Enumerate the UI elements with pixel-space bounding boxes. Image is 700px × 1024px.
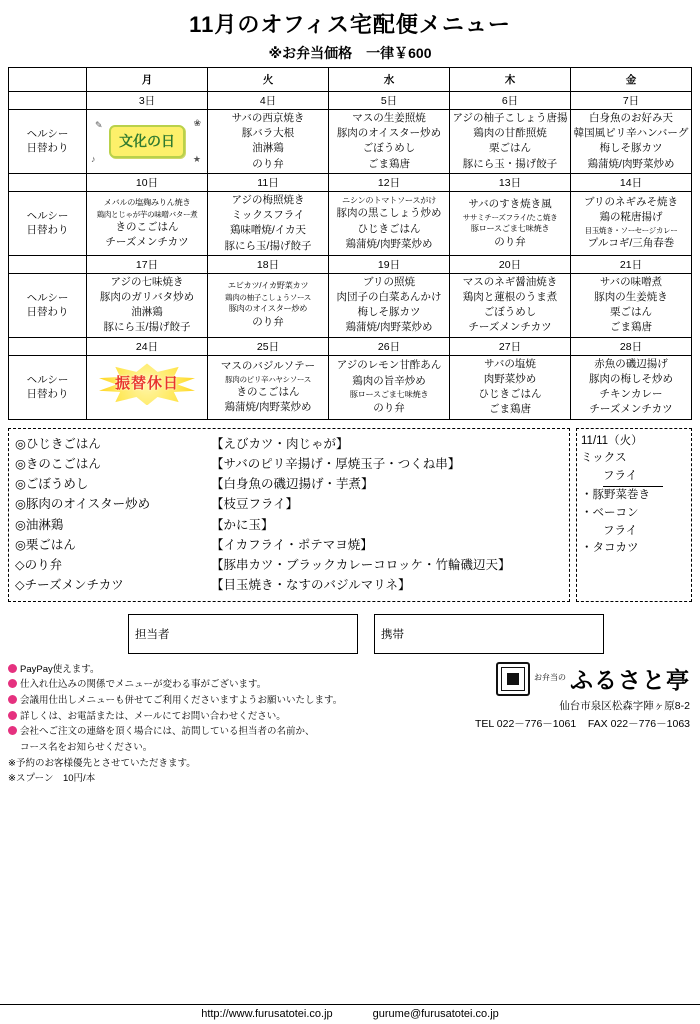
menu-item: サバの塩焼 <box>484 357 536 370</box>
holiday-cell <box>87 355 208 419</box>
menu-item: 豚肉のオイスター炒め <box>228 304 308 314</box>
notes-list <box>8 662 408 787</box>
menu-item: チーズメンチカツ <box>105 235 189 248</box>
date-row <box>9 173 692 191</box>
dow-tue: 火 <box>208 68 329 92</box>
menu-cell <box>571 191 692 255</box>
special-item: ・タコカツ <box>581 542 639 555</box>
date-row <box>9 255 692 273</box>
option-name: ◇のり弁 <box>15 558 63 572</box>
menu-cell <box>329 355 450 419</box>
menu-cell <box>571 355 692 419</box>
menu-cell <box>208 273 329 337</box>
menu-item: ひじきごはん <box>357 222 421 235</box>
menu-table <box>8 67 692 420</box>
menu-item: ミックスフライ <box>231 209 305 222</box>
menu-item: 韓国風ピリ辛ハンバーグ <box>573 127 689 140</box>
special-day-box <box>576 428 692 602</box>
holiday-graphic-bunka <box>88 118 206 164</box>
date-row <box>9 92 692 110</box>
holiday-graphic-furikae <box>88 358 206 415</box>
menu-item: 鶏味噌焼/イカ天 <box>229 224 307 237</box>
menu-item: 梅しそ豚カツ <box>599 142 663 155</box>
doodle-icon: ♪ <box>91 153 96 164</box>
bullet-icon <box>8 695 17 704</box>
menu-item: ごぼうめし <box>483 306 537 319</box>
menu-cell <box>87 273 208 337</box>
date-cell: 7日 <box>571 92 692 110</box>
date-cell: 11日 <box>208 173 329 191</box>
dow-mon: 月 <box>87 68 208 92</box>
bullet-icon <box>8 726 17 735</box>
menu-item: チーズメンチカツ <box>589 403 673 416</box>
row-label-line2: 日替わり <box>26 306 69 319</box>
menu-item: 豚にら玉・揚げ餃子 <box>462 157 558 170</box>
doodle-icon: ★ <box>192 153 201 164</box>
menu-cell <box>329 191 450 255</box>
option-name: ◇チーズメンチカツ <box>15 578 124 593</box>
menu-item: 栗ごはん <box>489 142 531 155</box>
menu-item: ごぼうめし <box>362 142 416 155</box>
menu-item: サバの西京焼き <box>231 112 305 124</box>
menu-row <box>9 191 692 255</box>
company-address: 仙台市泉区松森字陣ヶ原8-2 <box>559 699 690 712</box>
dow-wed: 水 <box>329 68 450 92</box>
menu-item: 鶏の糀唐揚げ <box>599 211 663 224</box>
date-cell: 20日 <box>450 255 571 273</box>
menu-item: のり弁 <box>494 235 526 248</box>
menu-item: きのこごはん <box>236 385 300 398</box>
table-header-row <box>9 68 692 92</box>
menu-item: メバルの塩麹みりん焼き <box>103 197 191 207</box>
dow-fri: 金 <box>571 68 692 92</box>
menu-item: 豚にら玉/揚げ餃子 <box>103 321 191 334</box>
option-detail: 【サバのピリ辛揚げ・厚焼玉子・つくね串】 <box>211 456 461 471</box>
signature-row <box>8 614 692 654</box>
menu-item: 豚ロースごま七味焼き <box>349 389 429 399</box>
note-item: 会議用仕出しメニューも併せてご利用くださいますようお願いいたします。 <box>8 693 408 709</box>
menu-item: 目玉焼き・ソーセージカレー <box>584 226 678 236</box>
menu-cell <box>571 110 692 174</box>
menu-item: プルコギ/三角春巻 <box>587 237 675 250</box>
special-date: 11/11（火） <box>581 434 643 447</box>
company-info <box>408 662 692 787</box>
menu-item: サバの味噌煮 <box>599 275 663 288</box>
menu-item: のり弁 <box>252 315 284 328</box>
menu-item: ひじきごはん <box>478 388 542 401</box>
menu-item: 豚バラ大根 <box>241 127 295 140</box>
row-label <box>9 273 87 337</box>
doodle-icon: ❀ <box>193 118 201 129</box>
date-cell: 10日 <box>87 173 208 191</box>
holiday-cell <box>87 110 208 174</box>
options-box <box>8 428 570 602</box>
page-title: 11月のオフィス宅配便メニュー <box>189 12 511 37</box>
menu-item: のり弁 <box>373 401 405 414</box>
menu-item: 豚肉のガリバタ炒め <box>99 290 195 303</box>
menu-item: 油淋鶏 <box>252 142 284 155</box>
option-detail: 【枝豆フライ】 <box>211 497 299 512</box>
menu-cell <box>450 355 571 419</box>
logo-big-text: ふるさと亭 <box>570 667 690 693</box>
option-detail: 【イカフライ・ポテマヨ焼】 <box>211 537 373 552</box>
menu-item: 鶏肉と蓮根のうま煮 <box>462 290 558 303</box>
option-row <box>15 575 563 595</box>
company-logo <box>408 662 690 696</box>
option-detail: 【豚串カツ・ブラックカレーコロッケ・竹輪磯辺天】 <box>211 558 511 572</box>
holiday-label: 文化の日 <box>109 125 185 157</box>
menu-item: ブリの照焼 <box>362 275 416 288</box>
menu-cell <box>450 273 571 337</box>
menu-item: エビカツ/イカ野菜カツ <box>227 281 309 291</box>
option-row <box>15 515 563 535</box>
menu-item: 鶏肉とじゃが芋の味噌バター煮 <box>96 209 198 219</box>
date-cell: 19日 <box>329 255 450 273</box>
lower-section <box>8 428 692 602</box>
menu-item: ササミチーズフライ/たこ焼き <box>462 212 558 222</box>
doodle-icon: ✎ <box>95 120 103 131</box>
menu-item: ブリのネギみそ焼き <box>583 195 679 208</box>
menu-item: 肉野菜炒め <box>483 372 537 385</box>
date-cell: 27日 <box>450 337 571 355</box>
date-cell: 3日 <box>87 92 208 110</box>
option-name: ◎豚肉のオイスター炒め <box>15 497 151 512</box>
note-item: 詳しくは、お電話または、メールにてお問い合わせください。 <box>8 709 408 725</box>
date-cell: 28日 <box>571 337 692 355</box>
menu-item: 豚肉のピリ辛ハヤシソース <box>225 374 311 384</box>
date-cell: 12日 <box>329 173 450 191</box>
menu-row <box>9 273 692 337</box>
date-row-blank <box>9 92 87 110</box>
menu-item: 鶏肉の旨辛炒め <box>352 374 426 387</box>
option-row <box>15 494 563 514</box>
logo-small-text: お弁当の <box>534 673 566 683</box>
menu-item: 豚肉の生姜焼き <box>594 290 668 303</box>
option-detail: 【目玉焼き・なすのバジルマリネ】 <box>211 578 411 593</box>
row-label <box>9 355 87 419</box>
menu-item: 鶏肉の柚子こしょうソース <box>225 293 311 303</box>
footer <box>8 662 692 787</box>
option-row <box>15 474 563 494</box>
menu-item: のり弁 <box>252 157 284 170</box>
menu-item: 鶏蒲焼/肉野菜炒め <box>587 157 675 170</box>
menu-item: アジの七味焼き <box>110 275 184 288</box>
special-item: ・豚野菜巻き <box>581 488 650 501</box>
date-cell: 6日 <box>450 92 571 110</box>
row-label-line1: ヘルシー <box>26 292 69 305</box>
option-name: ◎ごぼうめし <box>15 477 89 491</box>
menu-item: マスのバジルソテー <box>220 359 316 372</box>
date-row-blank <box>9 337 87 355</box>
option-name: ◎栗ごはん <box>15 537 76 552</box>
menu-item: マスの生姜照焼 <box>352 112 426 124</box>
option-detail: 【かに玉】 <box>211 517 274 532</box>
option-detail: 【えびカツ・肉じゃが】 <box>211 436 349 451</box>
header-blank <box>9 68 87 92</box>
menu-cell <box>329 273 450 337</box>
date-cell: 5日 <box>329 92 450 110</box>
special-title-line1: ミックス <box>581 452 627 465</box>
person-in-charge-field[interactable]: 担当者 <box>128 614 358 654</box>
row-label-line1: ヘルシー <box>26 373 69 386</box>
menu-row <box>9 110 692 174</box>
special-title-underline: フライ <box>603 468 663 487</box>
menu-item: 赤魚の磯辺揚げ <box>594 357 668 370</box>
menu-cell <box>571 273 692 337</box>
date-cell: 13日 <box>450 173 571 191</box>
menu-cell <box>450 191 571 255</box>
menu-cell <box>450 110 571 174</box>
date-cell: 26日 <box>329 337 450 355</box>
bullet-icon <box>8 679 17 688</box>
menu-cell <box>208 355 329 419</box>
row-label-line2: 日替わり <box>26 224 69 237</box>
special-title-line2 <box>581 468 687 487</box>
menu-cell <box>87 191 208 255</box>
row-label-line1: ヘルシー <box>26 210 69 223</box>
menu-item: 豚肉のオイスター炒め <box>336 127 442 140</box>
menu-item: サバのすき焼き風 <box>468 197 552 210</box>
menu-item: ごま鶏唐 <box>368 157 410 170</box>
menu-item: 鶏蒲焼/肉野菜炒め <box>224 401 312 414</box>
option-row <box>15 454 563 474</box>
date-cell: 21日 <box>571 255 692 273</box>
menu-item: 豚肉の黒こしょう炒め <box>336 207 442 220</box>
date-row-blank <box>9 173 87 191</box>
dow-thu: 木 <box>450 68 571 92</box>
option-name: ◎きのこごはん <box>15 456 101 471</box>
option-row <box>15 535 563 555</box>
note-item: ※スプーン 10円/本 <box>8 773 96 785</box>
menu-item: ごま鶏唐 <box>489 403 531 416</box>
menu-item: アジの梅照焼き <box>231 193 305 206</box>
menu-item: 肉団子の白菜あんかけ <box>336 290 442 303</box>
date-cell: 14日 <box>571 173 692 191</box>
row-label <box>9 191 87 255</box>
bullet-icon <box>8 711 17 720</box>
option-name: ◎ひじきごはん <box>15 436 101 451</box>
menu-item: アジの柚子こしょう唐揚 <box>452 112 568 124</box>
date-cell: 18日 <box>208 255 329 273</box>
option-row <box>15 555 563 575</box>
price-subtitle: ※お弁当価格 一律￥600 <box>268 45 432 61</box>
menu-item: 豚ロースごま七味焼き <box>470 223 550 233</box>
row-label-line1: ヘルシー <box>26 128 69 141</box>
company-phone: TEL 022－776－1061 FAX 022－776－1063 <box>474 718 690 731</box>
menu-item: 鶏肉の甘酢照焼 <box>473 127 547 140</box>
menu-item: 豚肉の梅しそ炒め <box>589 372 673 385</box>
menu-item: チキンカレー <box>599 388 663 401</box>
menu-item: 梅しそ豚カツ <box>357 306 421 319</box>
logo-mark-icon <box>496 662 530 696</box>
date-cell: 24日 <box>87 337 208 355</box>
url-bar <box>0 1004 700 1020</box>
menu-row <box>9 355 692 419</box>
note-item: コース名をお知らせください。 <box>20 741 153 753</box>
menu-item: 豚にら玉/揚げ餃子 <box>224 239 312 252</box>
menu-item: きのこごはん <box>115 220 179 233</box>
note-item: 仕入れ仕込みの関係でメニューが変わる事がございます。 <box>8 677 408 693</box>
date-cell: 4日 <box>208 92 329 110</box>
note-item: PayPay使えます。 <box>8 662 408 678</box>
option-name: ◎油淋鶏 <box>15 517 64 532</box>
note-item: ※予約のお客様優先とさせていただきます。 <box>8 757 196 769</box>
row-label-line2: 日替わり <box>26 142 69 155</box>
menu-cell <box>208 191 329 255</box>
website-url[interactable]: http://www.furusatotei.co.jp <box>201 1008 333 1020</box>
menu-cell <box>329 110 450 174</box>
row-label-line2: 日替わり <box>26 388 69 401</box>
date-cell: 17日 <box>87 255 208 273</box>
special-item: フライ <box>603 524 638 537</box>
row-label <box>9 110 87 174</box>
menu-item: 油淋鶏 <box>131 306 163 319</box>
menu-item: 白身魚のお好み天 <box>589 112 673 124</box>
menu-item: ごま鶏唐 <box>610 321 652 334</box>
menu-item: ニシンのトマトソースがけ <box>341 195 437 205</box>
menu-item: アジのレモン甘酢あん <box>336 359 442 372</box>
paypay-icon <box>8 664 17 673</box>
email-address[interactable]: gurume@furusatotei.co.jp <box>372 1008 499 1020</box>
date-row-blank <box>9 255 87 273</box>
option-detail: 【白身魚の磯辺揚げ・芋煮】 <box>211 477 374 491</box>
menu-item: 鶏蒲焼/肉野菜炒め <box>345 237 433 250</box>
menu-item: 栗ごはん <box>610 306 652 319</box>
holiday-label: 振替休日 <box>114 375 180 393</box>
menu-item: マスのネギ醤油焼き <box>462 275 558 288</box>
menu-item: 鶏蒲焼/肉野菜炒め <box>345 321 433 334</box>
menu-cell <box>208 110 329 174</box>
mobile-field[interactable]: 携帯 <box>374 614 604 654</box>
special-item: ・ベーコン <box>581 506 639 519</box>
date-cell: 25日 <box>208 337 329 355</box>
note-item: 会社へご注文の連絡を頂く場合には、訪問している担当者の名前か、 <box>8 724 408 740</box>
option-row <box>15 434 563 454</box>
date-row <box>9 337 692 355</box>
menu-item: チーズメンチカツ <box>468 321 552 334</box>
